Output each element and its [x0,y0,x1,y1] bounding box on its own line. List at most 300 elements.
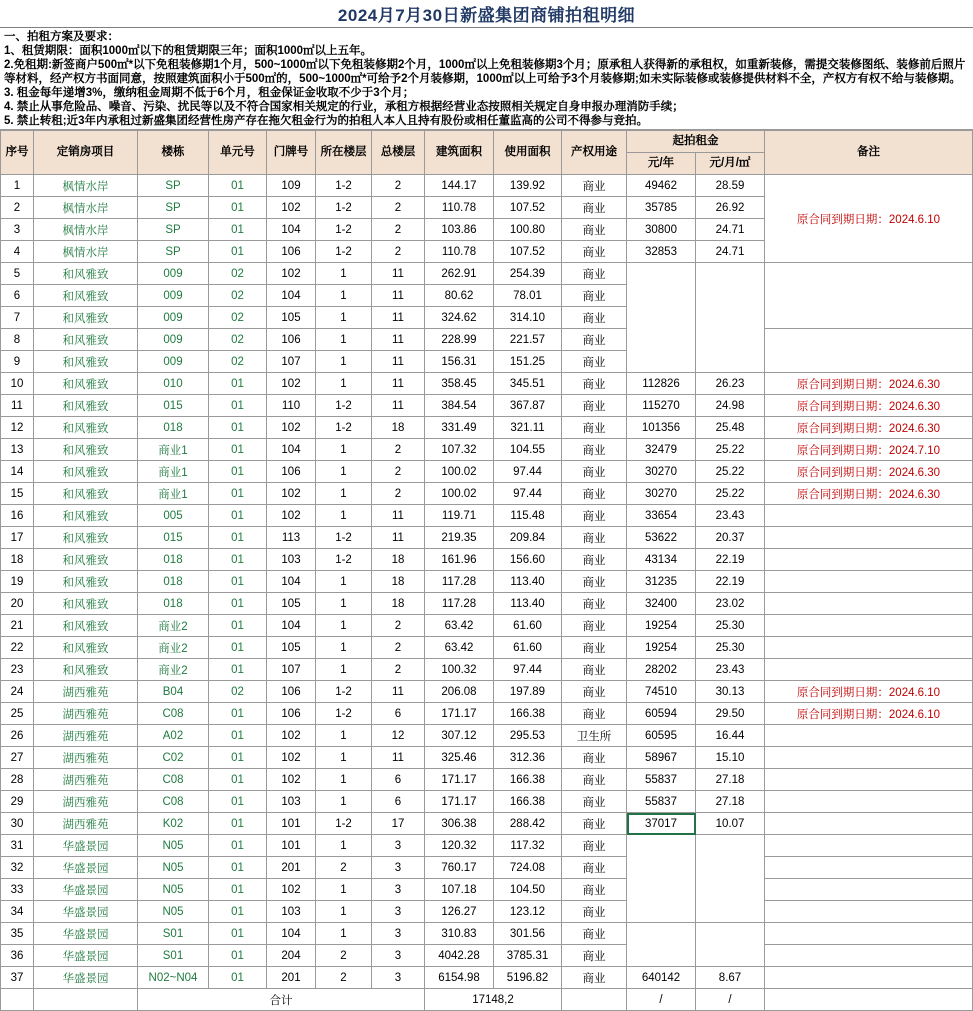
cell-total-floor[interactable]: 2 [372,197,425,219]
cell-use-area[interactable]: 115.48 [494,505,562,527]
cell-floor[interactable]: 1-2 [316,175,372,197]
cell-index[interactable]: 23 [1,659,34,681]
cell-build-area[interactable]: 103.86 [425,219,494,241]
cell-purpose[interactable]: 商业 [562,703,627,725]
table-row[interactable] [1,945,973,967]
cell-purpose[interactable]: 商业 [562,505,627,527]
cell-door[interactable]: 105 [267,593,316,615]
cell-remark[interactable] [765,263,973,329]
cell-price-month[interactable]: 8.67 [696,967,765,989]
cell-price-year[interactable]: 37017 [627,813,696,835]
cell-project[interactable]: 华盛景园 [34,879,138,901]
cell-project[interactable]: 和风雅致 [34,417,138,439]
cell-purpose[interactable]: 商业 [562,241,627,263]
cell-build-area[interactable]: 110.78 [425,241,494,263]
cell-project[interactable]: 湖西雅苑 [34,813,138,835]
cell-total-floor[interactable]: 3 [372,857,425,879]
cell-project[interactable]: 和风雅致 [34,637,138,659]
table-row[interactable] [1,967,973,989]
cell-project[interactable]: 和风雅致 [34,373,138,395]
cell-building[interactable]: 018 [138,417,209,439]
cell-build-area[interactable]: 306.38 [425,813,494,835]
cell-total-floor[interactable]: 18 [372,417,425,439]
cell-project[interactable]: 华盛景园 [34,901,138,923]
cell-price-month[interactable]: 22.19 [696,549,765,571]
cell-use-area[interactable]: 314.10 [494,307,562,329]
cell-floor[interactable]: 1-2 [316,417,372,439]
cell-project[interactable]: 和风雅致 [34,439,138,461]
cell-building[interactable]: C08 [138,791,209,813]
cell-index[interactable]: 22 [1,637,34,659]
cell-index[interactable]: 17 [1,527,34,549]
cell-door[interactable]: 105 [267,307,316,329]
cell-build-area[interactable]: 760.17 [425,857,494,879]
cell-building[interactable]: 010 [138,373,209,395]
cell-remark[interactable] [765,549,973,571]
cell-remark[interactable] [765,725,973,747]
cell-project[interactable]: 和风雅致 [34,263,138,285]
cell-purpose[interactable]: 商业 [562,769,627,791]
cell-use-area[interactable]: 117.32 [494,835,562,857]
cell-total-floor[interactable]: 11 [372,263,425,285]
cell-remark[interactable] [765,571,973,593]
cell-build-area[interactable]: 100.02 [425,461,494,483]
cell-price-month[interactable]: 25.30 [696,615,765,637]
cell-index[interactable]: 15 [1,483,34,505]
cell-unit[interactable]: 01 [209,571,267,593]
cell-project[interactable]: 华盛景园 [34,857,138,879]
cell-use-area[interactable]: 61.60 [494,615,562,637]
table-row[interactable] [1,593,973,615]
cell-index[interactable]: 11 [1,395,34,417]
cell-purpose[interactable]: 商业 [562,417,627,439]
cell-purpose[interactable]: 商业 [562,461,627,483]
cell-index[interactable]: 10 [1,373,34,395]
cell-project[interactable]: 湖西雅苑 [34,725,138,747]
cell-floor[interactable]: 1 [316,483,372,505]
cell-price-month[interactable]: 23.43 [696,659,765,681]
cell-project[interactable]: 华盛景园 [34,967,138,989]
cell-door[interactable]: 113 [267,527,316,549]
cell-remark[interactable]: 原合同到期日期：2024.6.30 [765,461,973,483]
cell-purpose[interactable]: 商业 [562,329,627,351]
cell-price-year[interactable]: 640142 [627,967,696,989]
cell-use-area[interactable]: 301.56 [494,923,562,945]
cell-remark[interactable]: 原合同到期日期：2024.6.30 [765,417,973,439]
cell-remark[interactable] [765,747,973,769]
cell-unit[interactable]: 01 [209,747,267,769]
cell-door[interactable]: 102 [267,879,316,901]
cell-use-area[interactable]: 107.52 [494,197,562,219]
cell-index[interactable]: 12 [1,417,34,439]
cell-index[interactable]: 7 [1,307,34,329]
cell-door[interactable]: 106 [267,329,316,351]
cell-use-area[interactable]: 166.38 [494,769,562,791]
cell-use-area[interactable]: 166.38 [494,791,562,813]
cell-price-month[interactable]: 26.92 [696,197,765,219]
cell-use-area[interactable]: 367.87 [494,395,562,417]
cell-building[interactable]: 009 [138,285,209,307]
table-row[interactable] [1,571,973,593]
cell-unit[interactable]: 01 [209,857,267,879]
cell-price-month[interactable]: 24.71 [696,241,765,263]
cell-project[interactable]: 华盛景园 [34,923,138,945]
cell-unit[interactable]: 01 [209,703,267,725]
cell-use-area[interactable]: 139.92 [494,175,562,197]
cell-project[interactable]: 和风雅致 [34,483,138,505]
cell-unit[interactable]: 01 [209,527,267,549]
cell-floor[interactable]: 1-2 [316,241,372,263]
cell-door[interactable]: 103 [267,791,316,813]
cell-floor[interactable]: 1-2 [316,527,372,549]
cell-price-year[interactable]: 19254 [627,615,696,637]
cell-building[interactable]: N05 [138,879,209,901]
cell-total-floor[interactable]: 11 [372,747,425,769]
cell-project[interactable]: 和风雅致 [34,505,138,527]
cell-price-month[interactable]: 22.19 [696,571,765,593]
cell-floor[interactable]: 1 [316,747,372,769]
cell-door[interactable]: 101 [267,835,316,857]
cell-price-month[interactable]: 10.07 [696,813,765,835]
cell-purpose[interactable]: 商业 [562,659,627,681]
cell-build-area[interactable]: 206.08 [425,681,494,703]
cell-use-area[interactable]: 254.39 [494,263,562,285]
cell-use-area[interactable]: 107.52 [494,241,562,263]
cell-building[interactable]: SP [138,175,209,197]
cell-door[interactable]: 102 [267,725,316,747]
cell-purpose[interactable]: 商业 [562,945,627,967]
cell-floor[interactable]: 1-2 [316,395,372,417]
cell-purpose[interactable]: 商业 [562,747,627,769]
cell-price-month[interactable]: 28.59 [696,175,765,197]
cell-building[interactable]: C08 [138,769,209,791]
cell-remark[interactable]: 原合同到期日期：2024.7.10 [765,439,973,461]
cell-use-area[interactable]: 295.53 [494,725,562,747]
table-row[interactable] [1,725,973,747]
cell-index[interactable]: 29 [1,791,34,813]
cell-building[interactable]: C02 [138,747,209,769]
cell-total-floor[interactable]: 12 [372,725,425,747]
cell-purpose[interactable]: 商业 [562,285,627,307]
cell-total-floor[interactable]: 3 [372,835,425,857]
table-row[interactable] [1,835,973,857]
cell-door[interactable]: 104 [267,285,316,307]
cell-index[interactable]: 33 [1,879,34,901]
cell-use-area[interactable]: 104.55 [494,439,562,461]
cell-price-month[interactable]: 23.43 [696,505,765,527]
cell-project[interactable]: 枫情水岸 [34,219,138,241]
table-row[interactable] [1,901,973,923]
cell-remark[interactable] [765,527,973,549]
cell-use-area[interactable]: 123.12 [494,901,562,923]
cell-use-area[interactable]: 97.44 [494,483,562,505]
cell-unit[interactable]: 01 [209,725,267,747]
cell-building[interactable]: 015 [138,527,209,549]
cell-index[interactable]: 25 [1,703,34,725]
cell-price-month[interactable]: 27.18 [696,769,765,791]
cell-building[interactable]: 商业1 [138,439,209,461]
table-row[interactable] [1,813,973,835]
cell-index[interactable]: 21 [1,615,34,637]
cell-floor[interactable]: 2 [316,857,372,879]
table-row[interactable] [1,417,973,439]
cell-unit[interactable]: 01 [209,879,267,901]
cell-unit[interactable]: 01 [209,549,267,571]
cell-building[interactable]: N02~N04 [138,967,209,989]
cell-project[interactable]: 和风雅致 [34,571,138,593]
cell-price-year[interactable]: 32400 [627,593,696,615]
cell-floor[interactable]: 1 [316,307,372,329]
cell-index[interactable]: 14 [1,461,34,483]
cell-project[interactable]: 和风雅致 [34,351,138,373]
cell-price-year[interactable]: 28202 [627,659,696,681]
cell-project[interactable]: 和风雅致 [34,461,138,483]
cell-floor[interactable]: 2 [316,967,372,989]
cell-price-year[interactable] [627,263,696,373]
cell-project[interactable]: 和风雅致 [34,285,138,307]
cell-price-year[interactable]: 101356 [627,417,696,439]
cell-price-year[interactable]: 33654 [627,505,696,527]
cell-build-area[interactable]: 100.32 [425,659,494,681]
cell-unit[interactable]: 01 [209,945,267,967]
cell-index[interactable]: 34 [1,901,34,923]
cell-floor[interactable]: 1-2 [316,703,372,725]
cell-project[interactable]: 和风雅致 [34,615,138,637]
cell-project[interactable]: 和风雅致 [34,659,138,681]
cell-price-year[interactable]: 35785 [627,197,696,219]
cell-floor[interactable]: 1 [316,593,372,615]
cell-build-area[interactable]: 325.46 [425,747,494,769]
cell-door[interactable]: 104 [267,571,316,593]
cell-total-floor[interactable]: 3 [372,945,425,967]
cell-use-area[interactable]: 61.60 [494,637,562,659]
cell-total-floor[interactable]: 11 [372,351,425,373]
cell-door[interactable]: 102 [267,505,316,527]
cell-purpose[interactable]: 商业 [562,857,627,879]
cell-building[interactable]: N05 [138,835,209,857]
cell-floor[interactable]: 1 [316,769,372,791]
cell-building[interactable]: 009 [138,351,209,373]
table-row[interactable] [1,395,973,417]
table-row[interactable] [1,329,973,351]
cell-floor[interactable]: 1 [316,439,372,461]
cell-door[interactable]: 104 [267,439,316,461]
cell-use-area[interactable]: 156.60 [494,549,562,571]
table-row[interactable] [1,615,973,637]
cell-purpose[interactable]: 商业 [562,813,627,835]
cell-door[interactable]: 109 [267,175,316,197]
cell-price-year[interactable] [627,835,696,923]
cell-build-area[interactable]: 161.96 [425,549,494,571]
cell-index[interactable]: 8 [1,329,34,351]
cell-total-floor[interactable]: 11 [372,527,425,549]
cell-price-month[interactable]: 25.22 [696,461,765,483]
cell-floor[interactable]: 1 [316,505,372,527]
cell-price-year[interactable]: 53622 [627,527,696,549]
cell-building[interactable]: 商业2 [138,615,209,637]
table-row[interactable] [1,483,973,505]
cell-use-area[interactable]: 312.36 [494,747,562,769]
cell-total-floor[interactable]: 11 [372,681,425,703]
table-row[interactable] [1,263,973,285]
cell-unit[interactable]: 02 [209,351,267,373]
cell-purpose[interactable]: 商业 [562,835,627,857]
table-row[interactable] [1,637,973,659]
cell-floor[interactable]: 1-2 [316,197,372,219]
cell-door[interactable]: 107 [267,351,316,373]
cell-unit[interactable]: 02 [209,681,267,703]
cell-unit[interactable]: 01 [209,241,267,263]
cell-door[interactable]: 107 [267,659,316,681]
cell-index[interactable]: 3 [1,219,34,241]
cell-price-year[interactable]: 30270 [627,461,696,483]
cell-project[interactable]: 和风雅致 [34,395,138,417]
cell-purpose[interactable]: 商业 [562,681,627,703]
cell-purpose[interactable]: 商业 [562,901,627,923]
cell-build-area[interactable]: 171.17 [425,791,494,813]
cell-use-area[interactable]: 3785.31 [494,945,562,967]
cell-door[interactable]: 204 [267,945,316,967]
cell-unit[interactable]: 01 [209,615,267,637]
cell-remark[interactable]: 原合同到期日期：2024.6.30 [765,483,973,505]
cell-build-area[interactable]: 100.02 [425,483,494,505]
cell-use-area[interactable]: 345.51 [494,373,562,395]
cell-purpose[interactable]: 商业 [562,967,627,989]
cell-unit[interactable]: 01 [209,923,267,945]
cell-unit[interactable]: 02 [209,285,267,307]
cell-purpose[interactable]: 商业 [562,219,627,241]
table-row[interactable] [1,549,973,571]
cell-purpose[interactable]: 商业 [562,307,627,329]
cell-price-month[interactable]: 25.30 [696,637,765,659]
cell-purpose[interactable]: 商业 [562,923,627,945]
cell-door[interactable]: 102 [267,263,316,285]
cell-build-area[interactable]: 331.49 [425,417,494,439]
cell-unit[interactable]: 01 [209,593,267,615]
cell-remark[interactable]: 原合同到期日期：2024.6.10 [765,175,973,263]
cell-door[interactable]: 104 [267,219,316,241]
cell-unit[interactable]: 01 [209,483,267,505]
cell-total-floor[interactable]: 2 [372,483,425,505]
table-row[interactable] [1,527,973,549]
cell-building[interactable]: 005 [138,505,209,527]
cell-build-area[interactable]: 144.17 [425,175,494,197]
cell-index[interactable]: 5 [1,263,34,285]
cell-price-month[interactable]: 25.48 [696,417,765,439]
cell-index[interactable]: 24 [1,681,34,703]
cell-remark[interactable] [765,329,973,373]
cell-door[interactable]: 201 [267,857,316,879]
cell-price-year[interactable]: 58967 [627,747,696,769]
cell-total-floor[interactable]: 18 [372,571,425,593]
table-row[interactable] [1,769,973,791]
table-row[interactable] [1,373,973,395]
cell-purpose[interactable]: 商业 [562,395,627,417]
cell-project[interactable]: 湖西雅苑 [34,769,138,791]
cell-unit[interactable]: 01 [209,813,267,835]
cell-project[interactable]: 和风雅致 [34,593,138,615]
cell-unit[interactable]: 01 [209,439,267,461]
cell-total-floor[interactable]: 11 [372,307,425,329]
cell-total-floor[interactable]: 18 [372,549,425,571]
cell-price-year[interactable]: 49462 [627,175,696,197]
cell-price-year[interactable]: 60594 [627,703,696,725]
cell-purpose[interactable]: 商业 [562,439,627,461]
cell-remark[interactable] [765,835,973,857]
cell-price-month[interactable]: 25.22 [696,439,765,461]
cell-project[interactable]: 湖西雅苑 [34,791,138,813]
cell-use-area[interactable]: 321.11 [494,417,562,439]
cell-build-area[interactable]: 119.71 [425,505,494,527]
cell-build-area[interactable]: 117.28 [425,593,494,615]
cell-unit[interactable]: 01 [209,461,267,483]
cell-total-floor[interactable]: 18 [372,593,425,615]
cell-use-area[interactable]: 221.57 [494,329,562,351]
cell-use-area[interactable]: 151.25 [494,351,562,373]
cell-project[interactable]: 湖西雅苑 [34,747,138,769]
cell-use-area[interactable]: 197.89 [494,681,562,703]
cell-total-floor[interactable]: 11 [372,373,425,395]
cell-price-year[interactable]: 115270 [627,395,696,417]
cell-remark[interactable] [765,857,973,879]
cell-unit[interactable]: 01 [209,175,267,197]
cell-unit[interactable]: 01 [209,373,267,395]
cell-building[interactable]: 商业1 [138,483,209,505]
cell-remark[interactable] [765,967,973,989]
table-row[interactable] [1,879,973,901]
cell-use-area[interactable]: 209.84 [494,527,562,549]
cell-building[interactable]: 009 [138,263,209,285]
cell-purpose[interactable]: 商业 [562,549,627,571]
cell-unit[interactable]: 01 [209,791,267,813]
cell-total-floor[interactable]: 3 [372,923,425,945]
cell-index[interactable]: 27 [1,747,34,769]
cell-purpose[interactable]: 商业 [562,879,627,901]
cell-floor[interactable]: 1 [316,791,372,813]
cell-unit[interactable]: 01 [209,505,267,527]
cell-total-floor[interactable]: 3 [372,901,425,923]
cell-price-month[interactable]: 16.44 [696,725,765,747]
cell-floor[interactable]: 1 [316,571,372,593]
cell-purpose[interactable]: 商业 [562,351,627,373]
cell-index[interactable]: 4 [1,241,34,263]
table-row[interactable] [1,659,973,681]
cell-price-year[interactable]: 43134 [627,549,696,571]
cell-door[interactable]: 102 [267,483,316,505]
cell-unit[interactable]: 01 [209,901,267,923]
cell-purpose[interactable]: 商业 [562,527,627,549]
cell-build-area[interactable]: 324.62 [425,307,494,329]
cell-unit[interactable]: 02 [209,263,267,285]
cell-door[interactable]: 110 [267,395,316,417]
cell-purpose[interactable]: 商业 [562,791,627,813]
cell-index[interactable]: 36 [1,945,34,967]
cell-index[interactable]: 18 [1,549,34,571]
cell-building[interactable]: 009 [138,329,209,351]
cell-project[interactable]: 华盛景园 [34,835,138,857]
cell-total-floor[interactable]: 2 [372,637,425,659]
cell-build-area[interactable]: 6154.98 [425,967,494,989]
cell-build-area[interactable]: 110.78 [425,197,494,219]
cell-use-area[interactable]: 100.80 [494,219,562,241]
cell-unit[interactable]: 01 [209,395,267,417]
cell-price-month[interactable]: 25.22 [696,483,765,505]
cell-build-area[interactable]: 107.18 [425,879,494,901]
cell-price-month[interactable]: 26.23 [696,373,765,395]
cell-price-year[interactable]: 55837 [627,769,696,791]
cell-total-floor[interactable]: 3 [372,967,425,989]
cell-door[interactable]: 102 [267,769,316,791]
